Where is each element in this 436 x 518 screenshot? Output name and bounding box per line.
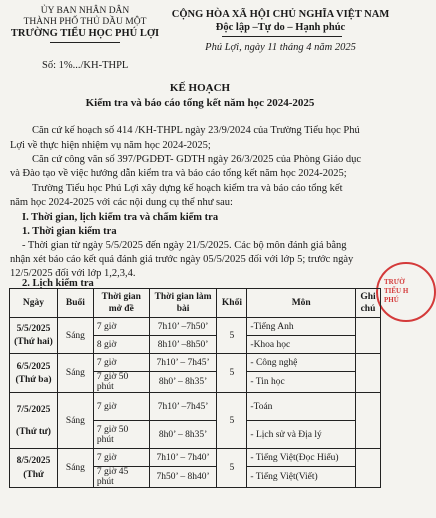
open-time-cell: 7 giờ 45 phút — [93, 467, 149, 488]
session-cell: Sáng — [57, 354, 93, 393]
subject-cell: - Tiếng Việt(Viết) — [247, 467, 356, 488]
grade-cell: 5 — [217, 393, 247, 449]
subject-cell: -Khoa học — [247, 336, 356, 354]
day-cell: 5/5/2025 (Thứ hai) — [10, 318, 58, 354]
test-time-cell: 7h50’ – 8h40’ — [149, 467, 217, 488]
paragraph-line: Lợi về thực hiện nhiệm vụ năm học 2024-2025; — [10, 140, 211, 151]
test-time-cell: 8h10’ –8h50’ — [149, 336, 217, 354]
document-subtitle: Kiểm tra và báo cáo tổng kết năm học 2024-2025 — [85, 97, 315, 109]
open-time-cell: 7 giờ — [93, 449, 149, 467]
paragraph-line: Căn cứ kế hoạch số 414 /KH-THPL ngày 23/9/2024 của Trường Tiểu học Phú — [32, 125, 360, 136]
subject-cell: -Toán — [247, 393, 356, 421]
header-session: Buổi — [57, 289, 93, 318]
test-time-cell: 8h0’ – 8h35’ — [149, 372, 217, 393]
test-time-cell: 7h10’ – 7h45’ — [149, 354, 217, 372]
table-row — [10, 318, 381, 336]
subsection-heading: 1. Thời gian kiểm tra — [22, 226, 117, 237]
table-row — [10, 354, 381, 372]
table-row — [10, 393, 381, 421]
authority-name: ỦY BAN NHÂN DÂN — [40, 6, 130, 16]
open-time-cell: 7 giờ — [93, 354, 149, 372]
paragraph-line: Trường Tiểu học Phú Lợi xây dựng kế hoạch kiểm tra và báo cáo tổng kết — [32, 183, 343, 194]
open-time-cell: 7 giờ — [93, 393, 149, 421]
table-header-row — [10, 289, 381, 318]
header-day: Ngày — [10, 289, 58, 318]
independence-motto: Độc lập –Tự do – Hạnh phúc — [215, 22, 346, 33]
session-cell: Sáng — [57, 393, 93, 449]
table-row — [10, 449, 381, 467]
open-time-cell: 7 giờ 50 phút — [93, 372, 149, 393]
detail-line: 12/5/2025 đối với lớp 1,2,3,4. — [10, 268, 136, 279]
detail-line: - Thời gian từ ngày 5/5/2025 đến ngày 21/5/2025. Các bộ môn đánh giá bằng — [22, 240, 347, 251]
paragraph-line: năm học 2024-2025 với các nội dung cụ thể như sau: — [10, 197, 233, 208]
subject-cell: - Tiếng Việt(Đọc Hiểu) — [247, 449, 356, 467]
issue-date: Phú Lợi, ngày 11 tháng 4 năm 2025 — [205, 42, 356, 53]
test-time-cell: 7h10’ –7h50’ — [149, 318, 217, 336]
subject-cell: -Tiếng Anh — [247, 318, 356, 336]
day-cell: 6/5/2025 (Thứ ba) — [10, 354, 58, 393]
day-cell: 7/5/2025 (Thứ tư) — [10, 393, 58, 449]
header-note: Ghi chú — [356, 289, 381, 318]
header-subject: Môn — [247, 289, 356, 318]
subsection-heading: 2. Lịch kiểm tra — [22, 278, 94, 289]
paragraph-line: Căn cứ công văn số 397/PGDĐT- GDTH ngày 26/3/2025 của Phòng Giáo dục — [32, 154, 362, 165]
school-name: TRƯỜNG TIỂU HỌC PHÚ LỢI — [10, 28, 160, 39]
document-number: Số: 1%.../KH-THPL — [42, 60, 129, 71]
note-cell — [356, 318, 381, 354]
city-name: THÀNH PHỐ THỦ DẦU MỘT — [23, 17, 147, 27]
session-cell: Sáng — [57, 449, 93, 488]
detail-line: nhận xét báo cáo kết quả đánh giá trước ngày 05/5/2025 đối với lớp 5; trước ngày — [10, 254, 354, 265]
day-cell: 8/5/2025 (Thứ — [10, 449, 58, 488]
header-test-time: Thời gian làm bài — [149, 289, 217, 318]
subject-cell: - Công nghệ — [247, 354, 356, 372]
open-time-cell: 7 giờ 50 phút — [93, 421, 149, 449]
open-time-cell: 7 giờ — [93, 318, 149, 336]
open-time-cell: 8 giờ — [93, 336, 149, 354]
session-cell: Sáng — [57, 318, 93, 354]
country-motto: CỘNG HÒA XÃ HỘI CHỦ NGHĨA VIỆT NAM — [171, 9, 390, 20]
school-underline — [50, 42, 120, 43]
motto-underline — [222, 36, 342, 37]
test-time-cell: 7h10’ – 7h40’ — [149, 449, 217, 467]
note-cell — [356, 449, 381, 488]
subject-cell: - Lịch sử và Địa lý — [247, 421, 356, 449]
note-cell — [356, 354, 381, 393]
header-grade: Khối — [217, 289, 247, 318]
test-time-cell: 7h10’ –7h45’ — [149, 393, 217, 421]
header-open-time: Thời gian mở đề — [93, 289, 149, 318]
grade-cell: 5 — [217, 449, 247, 488]
test-schedule-table — [9, 288, 381, 488]
section-heading: I. Thời gian, lịch kiểm tra và chấm kiểm tra — [22, 212, 219, 223]
subject-cell: - Tin học — [247, 372, 356, 393]
paragraph-line: và Đào tạo về việc hướng dẫn kiểm tra và báo cáo tổng kết năm học 2024-2025; — [10, 168, 347, 179]
test-time-cell: 8h0’ – 8h35’ — [149, 421, 217, 449]
grade-cell: 5 — [217, 354, 247, 393]
school-seal-stamp: TRƯỜ TIỂU H PHÚ — [376, 262, 436, 322]
document-title: KẾ HOẠCH — [169, 82, 231, 94]
note-cell — [356, 393, 381, 449]
grade-cell: 5 — [217, 318, 247, 354]
